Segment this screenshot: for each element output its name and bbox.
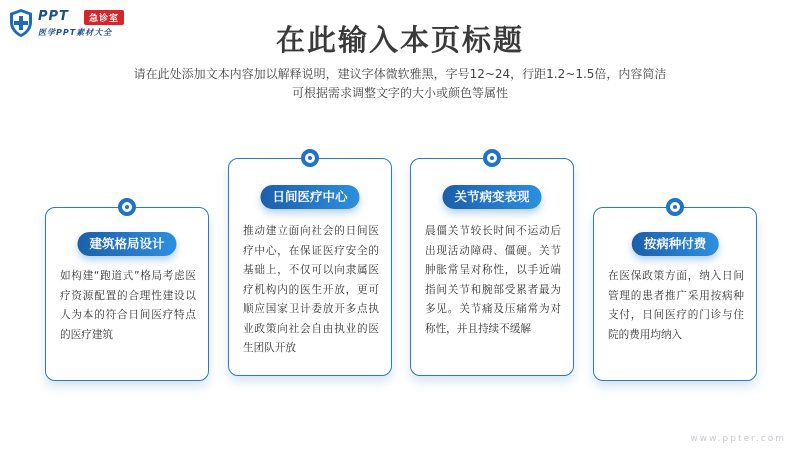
card-tag: 按病种付费 — [632, 232, 719, 256]
card-day-care-center — [228, 158, 392, 376]
card-architecture-design — [45, 207, 209, 381]
card-drg-payment — [593, 207, 757, 381]
logo-tagline: 医学PPT素材大全 — [38, 28, 113, 37]
subtitle-line: 可根据需求调整文字的大小或颜色等属性 — [291, 86, 508, 100]
card-body: 晨僵关节较长时间不运动后出现活动障碍、僵硬。关节肿胀常呈对称性，以手近端指间关节和腕部受累者最为多见。关节痛及压痛常为对称性，并且持续不缓解 — [425, 225, 561, 335]
pin-icon — [118, 198, 136, 216]
card-body: 在医保政策方面，纳入日间管理的患者推广采用按病种支付，日间医疗的门诊与住院的费用均纳入 — [608, 270, 744, 341]
card-tag: 关节病变表现 — [442, 185, 541, 209]
subtitle-line: 请在此处添加文本内容加以解释说明，建议字体微软雅黑，字号12~24，行距1.2~1.5倍，内容简洁 — [133, 67, 667, 81]
card-body: 如构建“跑道式”格局考虑医疗资源配置的合理性建设以人为本的符合日间医疗特点的医疗建筑 — [60, 270, 196, 341]
card-tag: 日间医疗中心 — [260, 185, 359, 209]
card-body: 推动建立面向社会的日间医疗中心，在保证医疗安全的基础上，不仅可以向隶属医疗机构内的医生开放，更可顺应国家卫计委放开多点执业政策向社会自由执业的医生团队开放 — [243, 225, 379, 354]
logo-badge: 急诊室 — [84, 10, 124, 25]
pin-icon — [666, 198, 684, 216]
pin-icon — [301, 149, 319, 167]
subtitle — [0, 65, 800, 103]
logo-brand: PPT — [38, 9, 69, 24]
card-tag: 建筑格局设计 — [77, 232, 176, 256]
pin-icon — [483, 149, 501, 167]
page-title: 在此输入本页标题 — [275, 23, 524, 57]
watermark: www.ppter.com — [690, 434, 786, 444]
card-joint-lesions — [410, 158, 574, 376]
